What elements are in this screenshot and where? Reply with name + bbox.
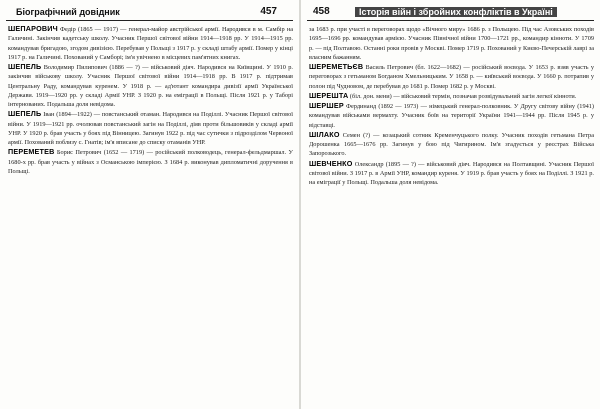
right-running-title: Історія війн і збройних конфліктів в Україні bbox=[355, 7, 557, 17]
entry-headword: ШЕПЕЛЬ bbox=[8, 62, 42, 71]
left-page-header bbox=[6, 6, 293, 21]
right-page bbox=[301, 0, 600, 409]
left-running-title: Біографічний довідник bbox=[16, 7, 120, 17]
dictionary-entry bbox=[309, 91, 594, 101]
dictionary-entry bbox=[8, 109, 293, 147]
dictionary-entry bbox=[8, 62, 293, 109]
right-text-column bbox=[309, 24, 594, 405]
left-text-column bbox=[8, 24, 293, 405]
entry-headword: ШЕРЕМЕТЬЄВ bbox=[309, 62, 364, 71]
entry-headword: ШЕВЧЕНКО bbox=[309, 158, 353, 168]
entry-headword: ШЕРЕШТА bbox=[309, 90, 349, 100]
entry-text: Василь Петрович (бл. 1622—1682) — російський воєвода. У 1653 р. взяв участь у переговорах з гетьманом Богданом Хмельницьким. У 1658 р. — київський воєвода. У 1660 р. потрапив у полон під Чудновом, де перебував до 1681 р. Помер 1682 р. у Москві. bbox=[309, 64, 594, 90]
dictionary-entry bbox=[8, 147, 293, 176]
entry-text: Федір (1865 — 1917) — генерал-майор австрійської армії. Народився в м. Самбір на Галичині. Закінчив кадетську школу. Учасник Першої світової війни 1914—1918 рр. У 1914—1915 рр. командував бригадою, згодом дивізією. Перебував у Польщі з 1917 р. у складі штабу армії. Помер у кінці 1917 р. на Галичині. Похований у Самборі; ім'я увічнено в місцевих пам'ятних книгах. bbox=[8, 26, 293, 61]
entry-text: (біл. дон. мени) — військовий термін, позначав розвідувальний загін легкої кінноти. bbox=[348, 92, 577, 100]
entry-text: Фердинанд (1892 — 1973) — німецький генерал-полковник. У Другу світову війну (1941) командував військами вермахту. Учасник боїв на території України 1941—1944 рр. Після 1945 р. у відставці. bbox=[309, 103, 594, 129]
entry-headword: ШЕРШЕР bbox=[309, 101, 344, 110]
right-page-header bbox=[307, 6, 594, 21]
left-page bbox=[0, 0, 299, 409]
entry-text: Олександр (1895 — ?) — військовий діяч. Народився на Полтавщині. Учасник Першої світової війни. З 1917 р. в Армії УНР, командир куреня. У 1919 р. брав участь у боях на Поділлі. З 1921 р. на еміграції у Польщі. Подальша доля невідома. bbox=[309, 160, 594, 186]
entry-headword: ПЕРЕМЕТЕВ bbox=[8, 147, 55, 157]
entry-headword: ШЕПАРОВИЧ bbox=[8, 24, 58, 33]
left-page-number: 457 bbox=[260, 6, 277, 17]
entry-text: Іван (1894—1922) — повстанський отаман. Народився на Поділлі. Учасник Першої світової війни. У 1919—1921 рр. очолював повстанський загін на Поділлі, діяв проти більшовиків у складі армії УНР. У 1920 р. брав участь у боях під Вінницею. Загинув 1922 р. під час сутички з підрозділом Червоної армії. Похований поблизу с. Гнатів; ім'я вписане до списку отаманів УНР. bbox=[8, 111, 293, 146]
entry-text: Семен (?) — козацький сотник Кременчуцького полку. Учасник походів гетьмана Петра Дорошенка 1665—1676 рр. Загинув у бою під Чигирином. Ім'я згадується у реєстрах Війська Запорозького. bbox=[309, 131, 594, 158]
dictionary-entry bbox=[309, 101, 594, 130]
dictionary-entry bbox=[309, 24, 594, 62]
dictionary-entry bbox=[309, 159, 594, 188]
entry-text: за 1683 р. при участі в переговорах щодо «Вічного миру» 1686 р. з Польщею. Під час Азовських походів 1695—1696 рр. командував армією. Учасник Північної війни 1700—1721 рр., командир кінноти. У 1709 р. — під Полтавою. Останні роки провів у Москві. Помер 1719 р. Похований у Києво-Печерській лаврі за власним бажанням. bbox=[309, 26, 594, 61]
dictionary-entry bbox=[309, 62, 594, 91]
entry-headword: ШЕПЕЛЬ bbox=[8, 109, 42, 119]
dictionary-entry bbox=[309, 130, 594, 159]
entry-headword: ШІЛАКО bbox=[309, 129, 340, 139]
entry-text: Борис Петрович (1652 — 1719) — російський полководець, генерал-фельдмаршал. У 1680-х рр. брав участь у війнах з Османською імперією. З 1684 р. виконував дипломатичні доручення в Польщі. bbox=[8, 149, 293, 175]
dictionary-entry bbox=[8, 24, 293, 62]
right-page-number: 458 bbox=[313, 6, 330, 17]
entry-text: Володимир Пилипович (1886 — ?) — військовий діяч. Народився на Київщині. У 1910 р. закінчив військову школу. Учасник Першої світової війни 1914—1918 рр. В 1917 р. підтримав Центральну Раду, командував куренем. У 1918 р. — ад'ютант командира дивізії армії Української Держави. 1919—1920 рр. у складі Армії УНР. З 1920 р. на еміграції в Польщі. Після 1921 р. у Таборі інтернованих. Подальша доля невідома. bbox=[8, 64, 293, 108]
